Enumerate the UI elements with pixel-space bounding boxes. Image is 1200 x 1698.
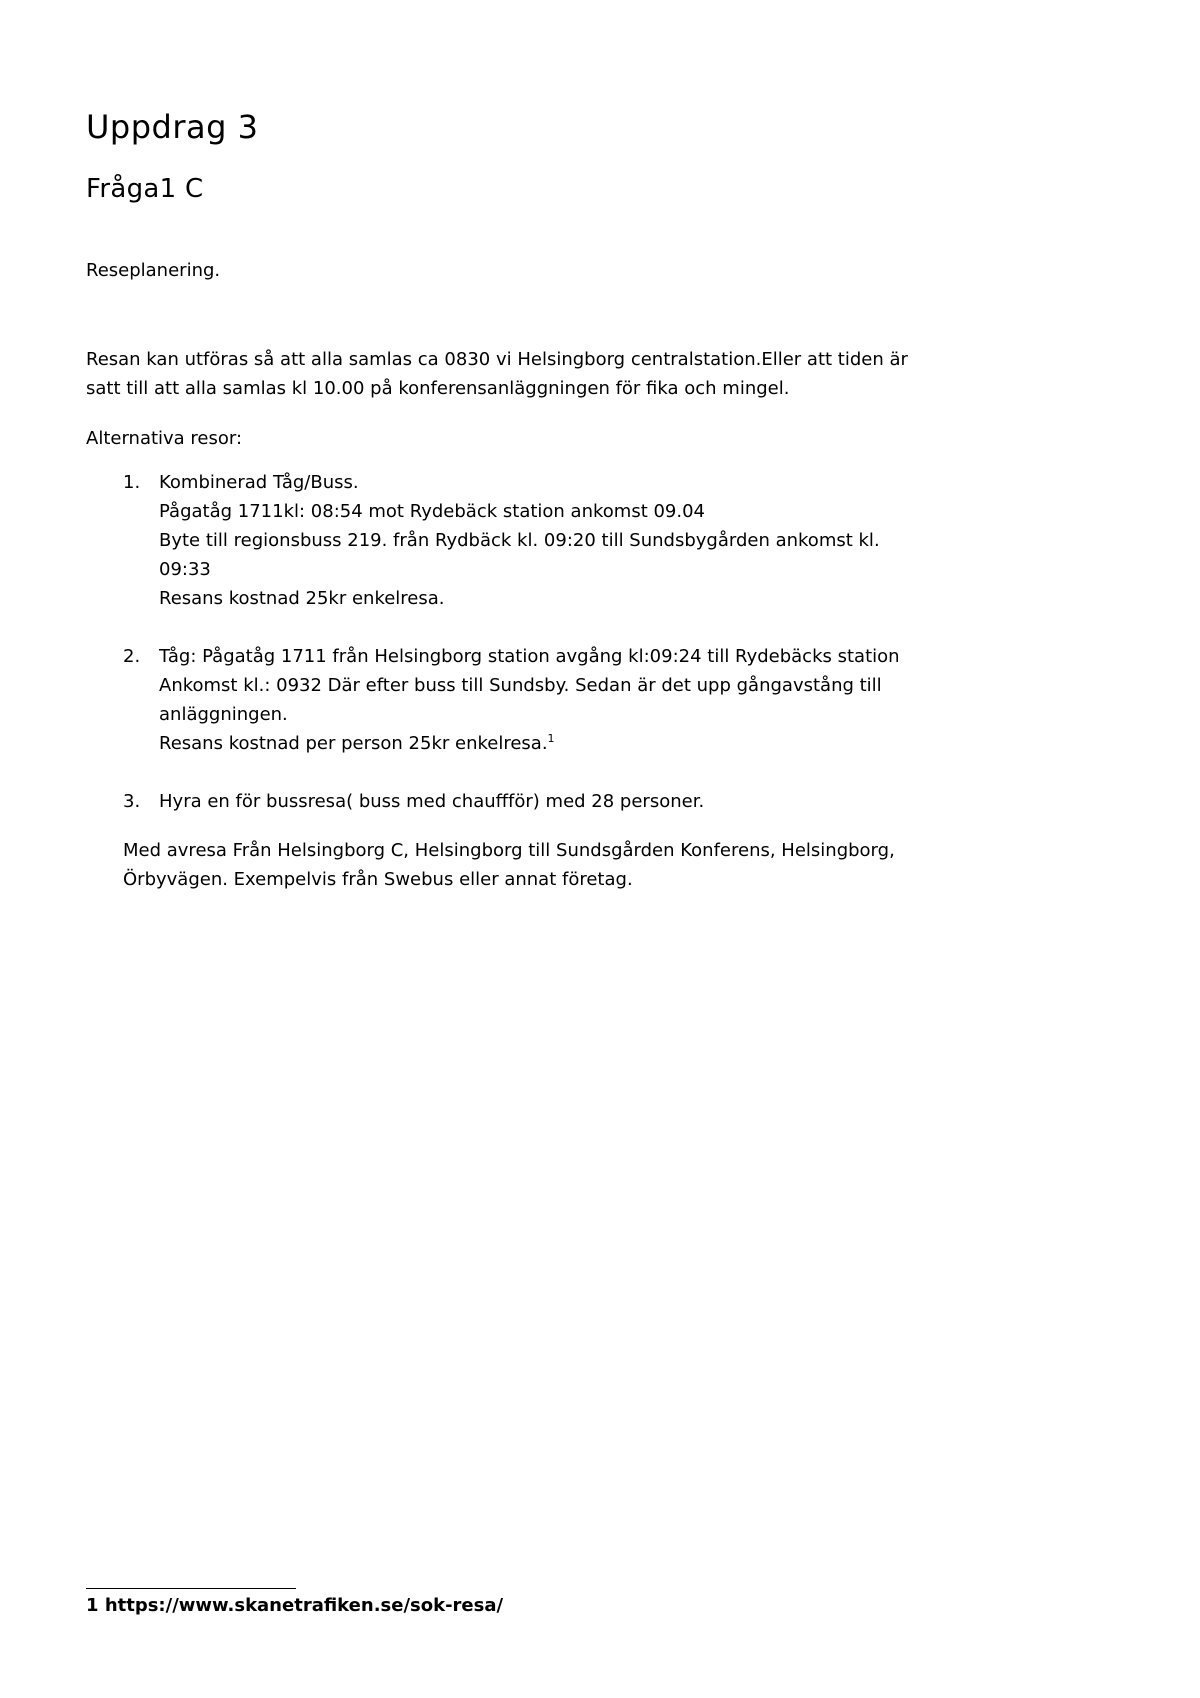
list-item-number: 2. [123, 646, 141, 667]
document-subtitle: Fråga1 C [86, 174, 204, 204]
after-line: Örbyvägen. Exempelvis från Swebus eller annat företag. [123, 869, 633, 890]
document-title: Uppdrag 3 [86, 108, 259, 146]
list-item [86, 468, 946, 613]
intro-line: satt till att alla samlas kl 10.00 på konferensanläggningen för fika och mingel. [86, 378, 790, 399]
list-item-line: Resans kostnad per person 25kr enkelresa. [159, 733, 548, 754]
footnote-link[interactable]: https://www.skanetrafiken.se/sok-resa/ [104, 1595, 504, 1616]
list-item-line: anläggningen. [159, 704, 288, 725]
list-item-number: 1. [123, 472, 141, 493]
after-paragraph [123, 836, 943, 894]
list-item [86, 642, 946, 758]
list-item-line: Hyra en för bussresa( buss med chauffför) med 28 personer. [159, 791, 705, 812]
after-line: Med avresa Från Helsingborg C, Helsingborg till Sundsgården Konferens, Helsingborg, [123, 840, 895, 861]
list-item-line: Tåg: Pågatåg 1711 från Helsingborg station avgång kl:09:24 till Rydebäcks station [159, 646, 900, 667]
list-item-line-with-footnote [159, 729, 946, 758]
footnote [86, 1594, 503, 1618]
footnote-reference[interactable]: 1 [547, 732, 555, 745]
list-item [86, 787, 946, 816]
list-item-line: Kombinerad Tåg/Buss. [159, 472, 359, 493]
list-item-number: 3. [123, 791, 141, 812]
list-item-line: Ankomst kl.: 0932 Där efter buss till Sundsby. Sedan är det upp gångavstång till [159, 675, 882, 696]
list-item-line: Pågatåg 1711kl: 08:54 mot Rydebäck station ankomst 09.04 [159, 501, 706, 522]
list-item-line: Resans kostnad 25kr enkelresa. [159, 588, 445, 609]
list-item-line: 09:33 [159, 559, 211, 580]
intro-line: Resan kan utföras så att alla samlas ca 0830 vi Helsingborg centralstation.Eller att tiden är [86, 349, 908, 370]
alternatives-label: Alternativa resor: [86, 428, 243, 449]
footnote-number: 1 [86, 1595, 99, 1616]
intro-paragraph [86, 345, 926, 403]
list-item-line: Byte till regionsbuss 219. från Rydbäck kl. 09:20 till Sundsbygården ankomst kl. [159, 530, 880, 551]
planning-heading: Reseplanering. [86, 260, 221, 281]
alternatives-list [86, 468, 946, 845]
footnote-separator [86, 1588, 296, 1589]
